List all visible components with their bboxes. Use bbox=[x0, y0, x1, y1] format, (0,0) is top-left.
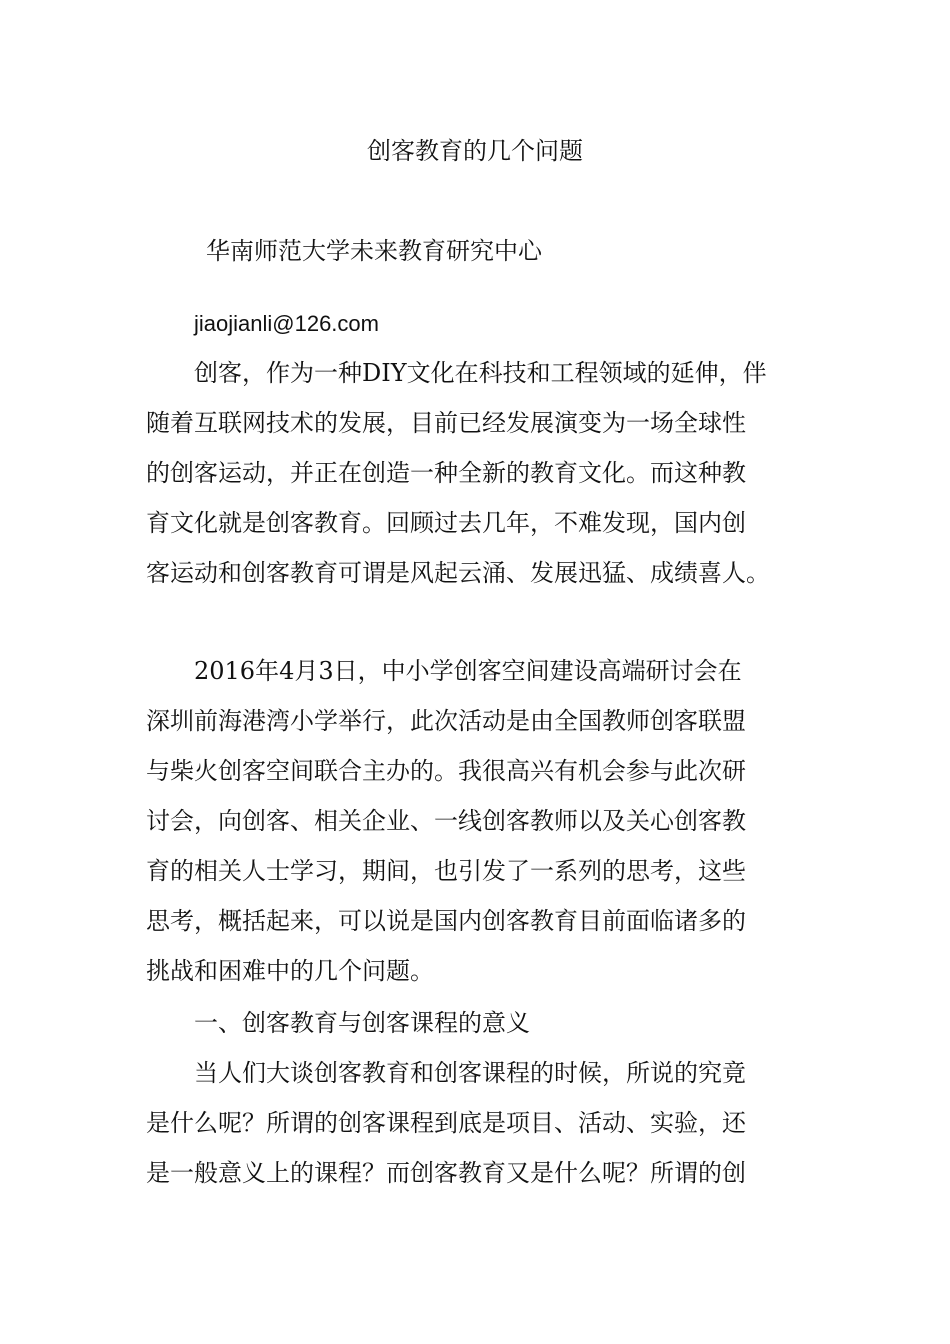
text-line: 讨会，向创客、相关企业、一线创客教师以及关心创客教 bbox=[146, 807, 746, 835]
text-line: 客运动和创客教育可谓是风起云涌、发展迅猛、成绩喜人。 bbox=[146, 559, 770, 587]
text-line: 育的相关人士学习，期间，也引发了一系列的思考，这些 bbox=[146, 857, 746, 885]
paragraph-section1 bbox=[146, 1048, 818, 1198]
text-line: 当人们大谈创客教育和创客课程的时候，所说的究竟 bbox=[194, 1059, 746, 1087]
text-line: 思考，概括起来，可以说是国内创客教育目前面临诸多的 bbox=[146, 907, 746, 935]
text-line: 与柴火创客空间联合主办的。我很高兴有机会参与此次研 bbox=[146, 757, 746, 785]
section-heading: 一、创客教育与创客课程的意义 bbox=[194, 1009, 530, 1037]
text-line: 创客，作为一种DIY文化在科技和工程领域的延伸，伴 bbox=[194, 359, 767, 387]
paragraph-intro bbox=[146, 348, 818, 598]
paragraph-event bbox=[146, 646, 818, 996]
text-line: 随着互联网技术的发展，目前已经发展演变为一场全球性 bbox=[146, 409, 746, 437]
document-title: 创客教育的几个问题 bbox=[367, 137, 583, 165]
text-line: 是什么呢？所谓的创客课程到底是项目、活动、实验，还 bbox=[146, 1109, 746, 1137]
text-line: 2016年4月3日，中小学创客空间建设高端研讨会在 bbox=[194, 657, 742, 685]
author-email: jiaojianli@126.com bbox=[194, 311, 379, 336]
author-affiliation: 华南师范大学未来教育研究中心 bbox=[206, 237, 542, 265]
text-line: 是一般意义上的课程？而创客教育又是什么呢？所谓的创 bbox=[146, 1159, 746, 1187]
text-line: 的创客运动，并正在创造一种全新的教育文化。而这种教 bbox=[146, 459, 746, 487]
text-line: 挑战和困难中的几个问题。 bbox=[146, 957, 434, 985]
text-line: 深圳前海港湾小学举行，此次活动是由全国教师创客联盟 bbox=[146, 707, 746, 735]
text-line: 育文化就是创客教育。回顾过去几年，不难发现，国内创 bbox=[146, 509, 746, 537]
